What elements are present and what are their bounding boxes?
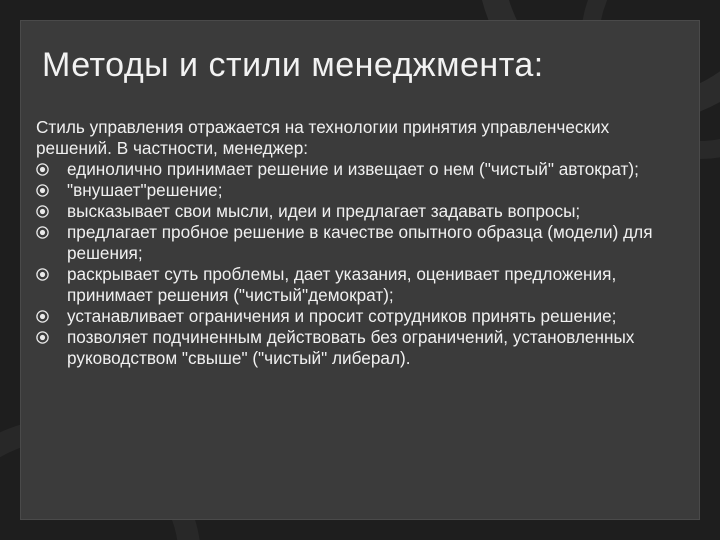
list-item bbox=[36, 159, 686, 180]
list-item-text: раскрывает суть проблемы, дает указания, оценивает предложения, принимает решения ("чистый"демократ); bbox=[67, 264, 617, 305]
list-item-text: "внушает"решение; bbox=[67, 180, 223, 200]
circled-bullet-icon bbox=[36, 268, 49, 281]
list-item-text: предлагает пробное решение в качестве опытного образца (модели) для решения; bbox=[67, 222, 653, 263]
list-item bbox=[36, 327, 686, 369]
slide-title: Методы и стили менеджмента: bbox=[42, 46, 544, 84]
list-item-text: позволяет подчиненным действовать без ограничений, установленных руководством "свыше" ("чистый" либерал). bbox=[67, 327, 635, 368]
list-item bbox=[36, 201, 686, 222]
circled-bullet-icon bbox=[36, 310, 49, 323]
circled-bullet-icon bbox=[36, 205, 49, 218]
circled-bullet-icon bbox=[36, 331, 49, 344]
list-item-text: устанавливает ограничения и просит сотрудников принять решение; bbox=[67, 306, 617, 326]
circled-bullet-icon bbox=[36, 163, 49, 176]
list-item bbox=[36, 222, 686, 264]
list-item-text: единолично принимает решение и извещает о нем ("чистый" автократ); bbox=[67, 159, 639, 179]
list-item-text: высказывает свои мысли, идеи и предлагает задавать вопросы; bbox=[67, 201, 581, 221]
intro-paragraph: Стиль управления отражается на технологии принятия управленческих решений. В частности, менеджер: bbox=[36, 117, 610, 158]
list-item bbox=[36, 306, 686, 327]
slide-body bbox=[36, 117, 686, 369]
circled-bullet-icon bbox=[36, 184, 49, 197]
list-item bbox=[36, 264, 686, 306]
list-item bbox=[36, 180, 686, 201]
bullet-list bbox=[36, 159, 686, 369]
circled-bullet-icon bbox=[36, 226, 49, 239]
